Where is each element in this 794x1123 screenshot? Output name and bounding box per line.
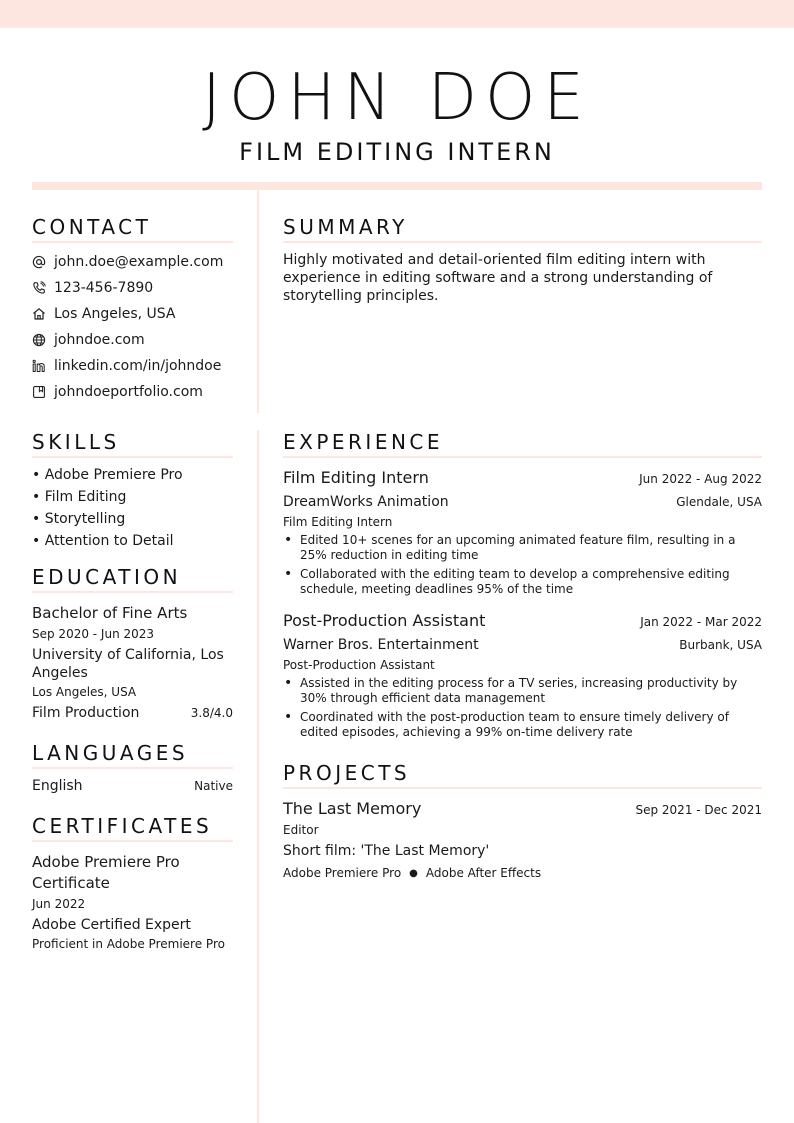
skill-item: • Adobe Premiere Pro — [32, 467, 183, 483]
education-degree: Bachelor of Fine Arts — [32, 604, 188, 622]
column-divider-bottom — [257, 430, 259, 1123]
education-field-row — [32, 704, 233, 722]
certificates-section — [32, 814, 233, 952]
education-gpa: 3.8/4.0 — [190, 706, 233, 720]
experience-heading: EXPERIENCE — [283, 430, 762, 458]
candidate-title: FILM EDITING INTERN — [239, 138, 555, 166]
contact-email[interactable] — [32, 249, 233, 275]
project-dates: Sep 2021 - Dec 2021 — [635, 803, 762, 817]
education-field: Film Production — [32, 705, 140, 721]
education-heading: EDUCATION — [32, 565, 233, 593]
contact-linkedin[interactable] — [32, 353, 233, 379]
job-bullet: • Collaborated with the editing team to develop a comprehensive editing schedule, meeting deadlines 95% of the time — [283, 567, 762, 597]
job-title: Film Editing Intern — [283, 468, 429, 487]
phone-icon — [32, 281, 46, 295]
projects-heading: PROJECTS — [283, 761, 762, 789]
contact-heading: CONTACT — [32, 215, 233, 243]
education-dates: Sep 2020 - Jun 2023 — [32, 627, 155, 641]
column-divider-top — [257, 190, 259, 413]
certificates-heading: CERTIFICATES — [32, 814, 233, 842]
job-entry — [283, 468, 762, 597]
job-role: Film Editing Intern — [283, 515, 393, 529]
contact-location-text: Los Angeles, USA — [54, 306, 176, 322]
job-company: Warner Bros. Entertainment — [283, 637, 479, 653]
job-title: Post-Production Assistant — [283, 611, 486, 630]
contact-phone-text: 123-456-7890 — [54, 280, 154, 296]
project-role: Editor — [283, 823, 319, 837]
languages-heading: LANGUAGES — [32, 741, 233, 769]
job-bullet: • Assisted in the editing process for a TV series, increasing productivity by 30% through efficient data management — [283, 676, 762, 706]
projects-section — [283, 761, 762, 880]
language-name: English — [32, 778, 83, 794]
separator-dot: ● — [409, 867, 418, 879]
language-level: Native — [194, 779, 233, 793]
certificate-issuer: Adobe Certified Expert — [32, 917, 191, 933]
education-school: University of California, Los Angeles — [32, 647, 224, 681]
skill-item: • Storytelling — [32, 511, 126, 527]
project-tools — [283, 866, 762, 880]
portfolio-icon — [32, 385, 46, 399]
globe-icon — [32, 333, 46, 347]
contact-linkedin-text: linkedin.com/in/johndoe — [54, 358, 222, 374]
contact-section — [32, 215, 233, 405]
summary-text: Highly motivated and detail-oriented film editing intern with experience in editing software and a strong understanding of storytelling principles. — [283, 252, 713, 304]
at-icon — [32, 255, 46, 269]
contact-phone[interactable] — [32, 275, 233, 301]
contact-website[interactable] — [32, 327, 233, 353]
experience-section — [283, 430, 762, 744]
certificate-detail: Proficient in Adobe Premiere Pro — [32, 937, 225, 951]
summary-heading: SUMMARY — [283, 215, 762, 243]
education-location: Los Angeles, USA — [32, 685, 137, 699]
header-divider — [32, 182, 762, 190]
job-dates: Jan 2022 - Mar 2022 — [640, 615, 762, 629]
project-description: Short film: 'The Last Memory' — [283, 843, 490, 859]
job-bullet: • Edited 10+ scenes for an upcoming animated feature film, resulting in a 25% reduction in editing time — [283, 533, 762, 563]
job-location: Glendale, USA — [676, 495, 762, 509]
project-tool: Adobe Premiere Pro — [283, 866, 402, 880]
project-title: The Last Memory — [283, 799, 422, 818]
certificate-date: Jun 2022 — [32, 897, 86, 911]
top-accent-band — [0, 0, 794, 28]
linkedin-icon — [32, 359, 46, 373]
contact-website-text: johndoe.com — [54, 332, 145, 348]
job-entry — [283, 611, 762, 740]
contact-portfolio[interactable] — [32, 379, 233, 405]
job-location: Burbank, USA — [679, 638, 762, 652]
education-section — [32, 565, 233, 722]
candidate-name: JOHN DOE — [202, 61, 592, 135]
contact-email-text: john.doe@example.com — [54, 254, 224, 270]
skill-item: • Attention to Detail — [32, 533, 174, 549]
contact-portfolio-text: johndoeportfolio.com — [54, 384, 203, 400]
project-tool: Adobe After Effects — [425, 866, 542, 880]
home-icon — [32, 307, 46, 321]
certificate-name: Adobe Premiere Pro Certificate — [32, 853, 180, 892]
skill-item: • Film Editing — [32, 489, 127, 505]
job-bullet: • Coordinated with the post-production team to ensure timely delivery of edited episodes, achieving a 99% on-time delivery rate — [283, 710, 762, 740]
language-row — [32, 777, 233, 795]
summary-section — [283, 215, 762, 305]
contact-location — [32, 301, 233, 327]
job-role: Post-Production Assistant — [283, 658, 435, 672]
job-dates: Jun 2022 - Aug 2022 — [639, 472, 762, 486]
skills-heading: SKILLS — [32, 430, 233, 458]
skills-section — [32, 430, 233, 552]
languages-section — [32, 741, 233, 795]
job-company: DreamWorks Animation — [283, 494, 449, 510]
